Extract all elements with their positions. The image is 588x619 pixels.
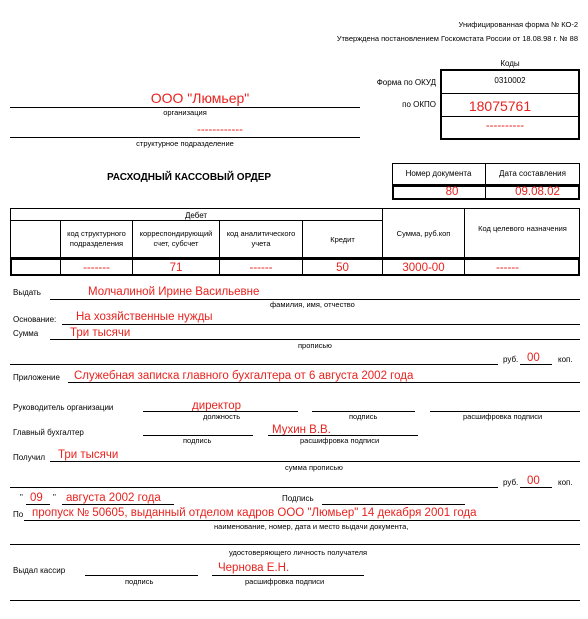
sum-label: Сумма xyxy=(13,329,39,338)
quote-close: " xyxy=(53,493,56,502)
rub-label: руб. xyxy=(503,355,519,364)
credit-value: 50 xyxy=(336,262,349,274)
attachment-label: Приложение xyxy=(13,373,60,382)
analytic-code-header: код аналитического учета xyxy=(226,229,296,248)
purpose-code-header: Код целевого назначения xyxy=(478,224,567,233)
kop-label-2: коп. xyxy=(558,478,573,487)
purpose-code-value: ------ xyxy=(496,262,519,274)
organization-caption: организация xyxy=(163,108,207,117)
received-value: Три тысячи xyxy=(58,449,119,461)
chief-decoding-caption: расшифровка подписи xyxy=(300,436,380,445)
okpo-value: 18075761 xyxy=(468,98,532,114)
document-date: 09.08.02 xyxy=(515,186,560,198)
subdivision-value: ------------ xyxy=(197,124,243,136)
quote-open: " xyxy=(20,493,23,502)
cashier-signature-caption: подпись xyxy=(125,577,154,586)
date-month-year: августа 2002 года xyxy=(66,492,161,504)
document-title: РАСХОДНЫЙ КАССОВЫЙ ОРДЕР xyxy=(107,172,272,183)
head-label: Руководитель организации xyxy=(13,403,114,412)
date-label: Дата составления xyxy=(499,169,566,178)
by-label: По xyxy=(13,510,24,519)
cashier-decoding-caption: расшифровка подписи xyxy=(245,577,325,586)
cashier-label: Выдал кассир xyxy=(13,566,66,575)
kop-value-2: 00 xyxy=(527,475,540,487)
analytic-code-value: ------ xyxy=(249,262,273,274)
document-number: 80 xyxy=(445,186,459,198)
position-caption: должность xyxy=(203,412,241,421)
kop-value: 00 xyxy=(527,352,540,364)
credit-header: Кредит xyxy=(330,235,355,244)
date-day: 09 xyxy=(30,492,43,504)
okpo-label: по ОКПО xyxy=(402,100,436,109)
okud-label: Форма по ОКУД xyxy=(376,78,436,87)
approval-text: Утверждена постановлением Госкомстата России от 18.08.98 г. № 88 xyxy=(336,34,578,43)
cashier-name: Чернова Е.Н. xyxy=(218,562,290,574)
sum-value: 3000-00 xyxy=(402,262,445,274)
okud-value: 0310002 xyxy=(494,76,526,85)
rub-label-2: руб. xyxy=(503,478,519,487)
subdivision-caption: структурное подразделение xyxy=(136,139,234,148)
sum-header: Сумма, руб.коп xyxy=(396,229,451,238)
organization-name: ООО "Люмьер" xyxy=(150,90,250,106)
basis-value: На хозяйственные нужды xyxy=(76,311,213,323)
head-position: директор xyxy=(192,400,242,412)
chief-signature-caption: подпись xyxy=(183,436,212,445)
third-code-value: ---------- xyxy=(485,120,525,132)
debit-label: Дебет xyxy=(184,211,208,220)
codes-header: Коды xyxy=(500,59,520,68)
attachment-value: Служебная записка главного бухгалтера от 6 августа 2002 года xyxy=(74,370,414,382)
issue-caption: фамилия, имя, отчество xyxy=(270,300,355,309)
received-sum-caption: сумма прописью xyxy=(285,463,343,472)
issue-value: Молчалиной Ирине Васильевне xyxy=(88,286,260,298)
kop-label: коп. xyxy=(558,355,573,364)
doc-caption: наименование, номер, дата и место выдачи документа, xyxy=(214,522,409,531)
identity-caption: удостоверяющего личность получателя xyxy=(229,548,368,557)
corr-account-header: корреспондирующий счет, субсчет xyxy=(139,229,213,248)
head-signature-caption: подпись xyxy=(349,412,378,421)
corr-account-value: 71 xyxy=(169,262,183,274)
received-label: Получил xyxy=(13,453,45,462)
chief-accountant-label: Главный бухгалтер xyxy=(13,428,84,437)
form-name: Унифицированная форма № КО-2 xyxy=(458,20,578,29)
issue-label: Выдать xyxy=(13,288,41,297)
sum-in-words-caption: прописью xyxy=(298,341,332,350)
signature-label: Подпись xyxy=(282,494,314,503)
struct-code-value: ------- xyxy=(83,262,110,274)
number-label: Номер документа xyxy=(405,169,472,178)
basis-label: Основание: xyxy=(13,315,57,324)
by-value: пропуск № 50605, выданный отделом кадров ООО "Люмьер" 14 декабря 2001 года xyxy=(32,507,477,519)
chief-accountant-name: Мухин В.В. xyxy=(272,424,331,436)
sum-words-value: Три тысячи xyxy=(70,327,131,339)
struct-code-header: код структурного подразделения xyxy=(67,229,126,248)
head-decoding-caption: расшифровка подписи xyxy=(463,412,543,421)
